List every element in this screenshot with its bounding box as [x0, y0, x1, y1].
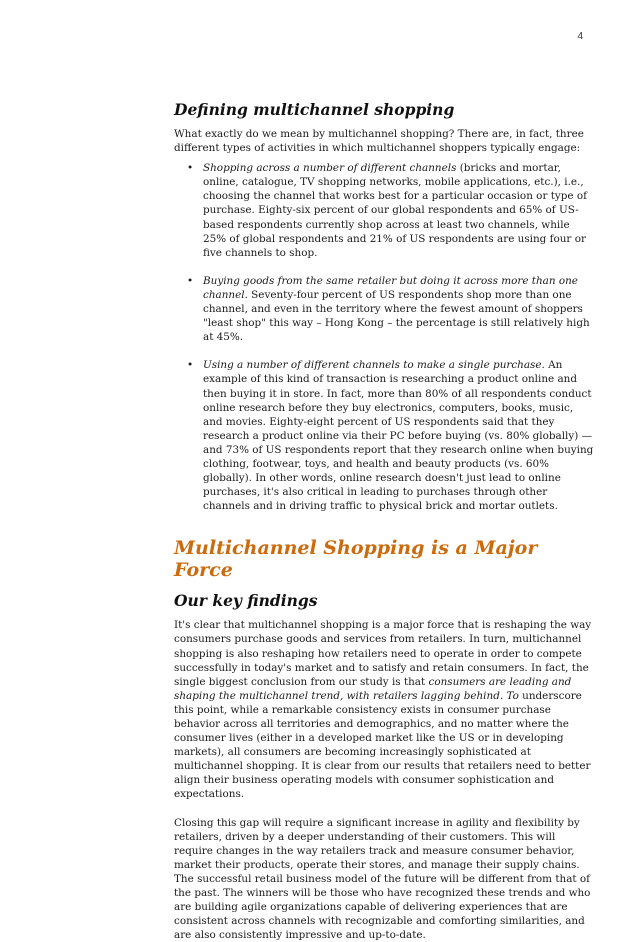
section-heading-major-force: Multichannel Shopping is a Major Force — [174, 537, 538, 582]
section-heading-defining: Defining multichannel shopping — [174, 100, 455, 119]
subheading-key-findings: Our key findings — [174, 591, 318, 611]
bullet-item — [203, 161, 594, 260]
paragraph-text: It's clear that multichannel shopping is a major force that is reshaping the way consumers purchase goods and services from retailers. In turn, multichannel shopping is also reshaping how retailers need to operate in order to compete successfully in today's market and to satisfy and retain consumers. In fact, the single biggest conclusion from our study is that — [174, 619, 592, 688]
findings-paragraph-1 — [174, 618, 594, 801]
page-content — [174, 100, 594, 942]
bullet-lead: Using a number of different channels to make a single purchase. — [203, 359, 545, 372]
bullet-text: An example of this kind of transaction is researching a product online and then buying it in store. In fact, more than 80% of all respondents conduct online research before they buy electronics, computers, books, music, and movies. Eighty-eight percent of US respondents said that they research a product online via their PC before buying (vs. 80% globally) — and 73% of US respondents report that they research online when buying clothing, footwear, toys, and health and beauty products (vs. 60% globally). In other words, online research doesn't just lead to online purchases, it's also critical in leading to purchases through other channels and in driving traffic to physical brick and mortar outlets. — [203, 359, 594, 513]
bullet-item — [203, 358, 594, 513]
findings-paragraph-2: Closing this gap will require a significant increase in agility and flexibility by retailers, driven by a deeper understanding of their customers. This will require changes in the way retailers track and measure consumer behavior, market their products, operate their stores, and manage their supply chains. The successful retail business model of the future will be different from that of the past. The winners will be those who have recognized these trends and who are building agile organizations capable of delivering experiences that are consistent across channels with recognizable and comforting similarities, and are also consistently impressive and up-to-date. — [174, 816, 591, 942]
bullet-text: (bricks and mortar, online, catalogue, TV shopping networks, mobile applications, etc.), i.e., choosing the channel that works best for a particular occasion or type of purchase. Eighty-six percent of our global respondents and 65% of US-based respondents currently shop across at least two channels, while 25% of global respondents and 21% of US respondents are using four or five channels to shop. — [203, 162, 587, 259]
bullet-lead: Shopping across a number of different channels — [203, 162, 457, 175]
paragraph-text: underscore this point, while a remarkable consistency exists in consumer purchase behavior across all territories and demographics, and no matter where the consumer lives (either in a developed market like the US or in developing markets), all consumers are becoming increasingly sophisticated at multichannel shopping. It is clear from our results that retailers need to better align their business operating models with consumer sophistication and expectations. — [174, 689, 591, 801]
bullet-lead: Buying goods from the same retailer but doing it across more than one channel. — [203, 274, 578, 301]
section-intro: What exactly do we mean by multichannel shopping? There are, in fact, three different types of activities in which multichannel shoppers typically engage: — [174, 128, 584, 155]
bullet-list — [174, 161, 594, 513]
bullet-text: Seventy-four percent of US respondents shop more than one channel, and even in the territory where the fewest amount of shoppers "least shop" this way – Hong Kong – the percentage is still relatively high at 45%. — [203, 288, 590, 344]
page-number: 4 — [577, 31, 583, 42]
bullet-item — [203, 274, 594, 344]
paragraph-emphasis: consumers are leading and shaping the multichannel trend, with retailers lagging behind. To — [174, 675, 572, 702]
